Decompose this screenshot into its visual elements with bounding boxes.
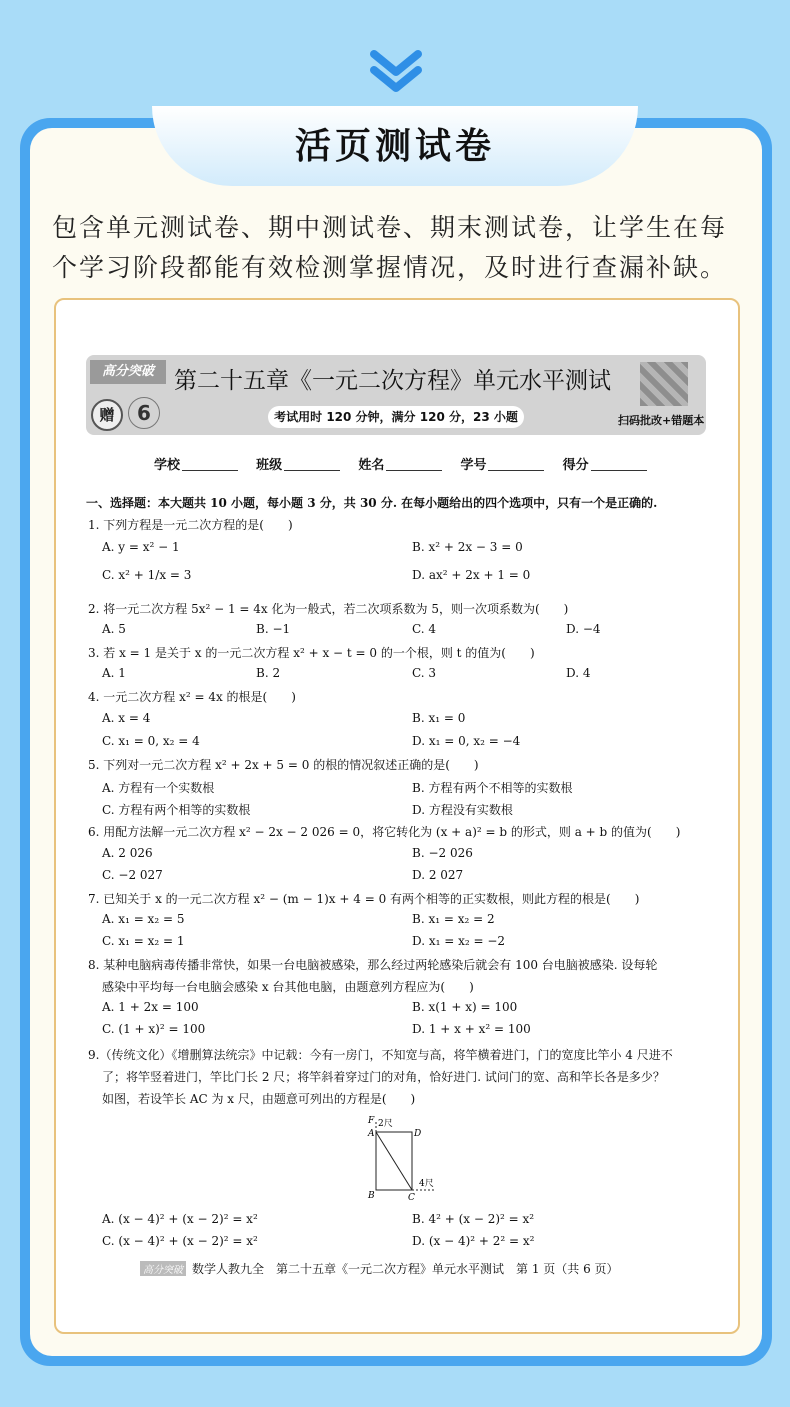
gift-badge: 赠 bbox=[91, 399, 123, 431]
question-line: 3. 若 x = 1 是关于 x 的一元二次方程 x² + x − t = 0 的一个根，则 t 的值为( ) bbox=[88, 646, 535, 660]
gift-number: 6 bbox=[128, 397, 160, 429]
double-chevron-down-icon bbox=[368, 48, 424, 96]
door-diagram bbox=[366, 1114, 446, 1206]
question-line: 感染中平均每一台电脑会感染 x 台其他电脑，由题意列方程应为( ) bbox=[102, 980, 474, 994]
option: A. 方程有一个实数根 bbox=[102, 781, 215, 795]
option: B. x² + 2x − 3 = 0 bbox=[412, 540, 523, 554]
option: C. (x − 4)² + (x − 2)² = x² bbox=[102, 1234, 258, 1248]
option: A. 1 bbox=[102, 666, 126, 680]
option: C. x₁ = x₂ = 1 bbox=[102, 934, 185, 948]
tab-title: 活页测试卷 bbox=[294, 126, 495, 167]
option: B. −2 026 bbox=[412, 846, 473, 860]
option: D. (x − 4)² + 2² = x² bbox=[412, 1234, 535, 1248]
option: D. x₁ = 0, x₂ = −4 bbox=[412, 734, 521, 748]
option: C. −2 027 bbox=[102, 868, 163, 882]
label-2chi: 2尺 bbox=[378, 1119, 393, 1129]
exam-subtitle: 考试用时 120 分钟，满分 120 分，23 小题 bbox=[268, 406, 524, 428]
field-name: 姓名 bbox=[358, 454, 442, 473]
label-d: D bbox=[414, 1129, 422, 1139]
option: C. x² + 1/x = 3 bbox=[102, 568, 192, 582]
brand-logo: 高分突破 bbox=[90, 360, 166, 384]
footer-text: 数学人教九全 第二十五章《一元二次方程》单元水平测试 第 1 页（共 6 页） bbox=[192, 1262, 619, 1276]
student-info-fields bbox=[154, 454, 661, 473]
page-footer bbox=[140, 1260, 619, 1277]
option: B. x(1 + x) = 100 bbox=[412, 1000, 518, 1014]
option: B. −1 bbox=[256, 622, 291, 636]
question-line: 如图，若设竿长 AC 为 x 尺，由题意可列出的方程是( ) bbox=[102, 1092, 416, 1106]
option: D. −4 bbox=[566, 622, 601, 636]
option: B. x₁ = 0 bbox=[412, 711, 466, 725]
option: C. (1 + x)² = 100 bbox=[102, 1022, 206, 1036]
section-heading: 一、选择题：本大题共 10 小题，每小题 3 分，共 30 分. 在每小题给出的四个选项中，只有一个是正确的. bbox=[86, 496, 658, 510]
option: A. 2 026 bbox=[102, 846, 153, 860]
question-line: 5. 下列对一元二次方程 x² + 2x + 5 = 0 的根的情况叙述正确的是( ) bbox=[88, 758, 479, 772]
question-line: 7. 已知关于 x 的一元二次方程 x² − (m − 1)x + 4 = 0 有两个相等的正实数根，则此方程的根是( ) bbox=[88, 892, 640, 906]
option: D. 方程没有实数根 bbox=[412, 803, 513, 817]
option: A. 1 + 2x = 100 bbox=[102, 1000, 199, 1014]
option: A. x₁ = x₂ = 5 bbox=[102, 912, 185, 926]
option: D. 1 + x + x² = 100 bbox=[412, 1022, 531, 1036]
scan-label: 扫码批改+错题本 bbox=[618, 414, 705, 427]
option: D. x₁ = x₂ = −2 bbox=[412, 934, 506, 948]
label-4chi: 4尺 bbox=[419, 1179, 434, 1189]
option: A. 5 bbox=[102, 622, 126, 636]
option: A. (x − 4)² + (x − 2)² = x² bbox=[102, 1212, 258, 1226]
label-b: B bbox=[368, 1191, 375, 1201]
question-line: 1. 下列方程是一元二次方程的是( ) bbox=[88, 518, 293, 532]
option: C. 方程有两个相等的实数根 bbox=[102, 803, 251, 817]
question-line: 9.（传统文化）《增删算法统宗》中记载：今有一房门，不知宽与高，将竿横着进门，门的宽度比竿小 4 尺进不 bbox=[88, 1048, 673, 1062]
label-c: C bbox=[408, 1193, 415, 1203]
option: C. x₁ = 0, x₂ = 4 bbox=[102, 734, 200, 748]
label-f: F bbox=[368, 1116, 375, 1126]
question-line: 4. 一元二次方程 x² = 4x 的根是( ) bbox=[88, 690, 296, 704]
question-line: 8. 某种电脑病毒传播非常快，如果一台电脑被感染，那么经过两轮感染后就会有 100 台电脑被感染. 设每轮 bbox=[88, 958, 658, 972]
option: A. x = 4 bbox=[102, 711, 151, 725]
footer-logo: 高分突破 bbox=[140, 1261, 186, 1276]
field-student-id: 学号 bbox=[460, 454, 544, 473]
label-a: A bbox=[368, 1129, 375, 1139]
option: B. 方程有两个不相等的实数根 bbox=[412, 781, 573, 795]
option: D. ax² + 2x + 1 = 0 bbox=[412, 568, 531, 582]
qr-code-icon bbox=[640, 362, 688, 406]
option: B. 2 bbox=[256, 666, 281, 680]
question-line: 了；将竿竖着进门，竿比门长 2 尺；将竿斜着穿过门的对角，恰好进门. 试问门的宽、高和竿长各是多少？ bbox=[102, 1070, 665, 1084]
option: D. 2 027 bbox=[412, 868, 464, 882]
option: C. 3 bbox=[412, 666, 437, 680]
option: B. x₁ = x₂ = 2 bbox=[412, 912, 495, 926]
option: A. y = x² − 1 bbox=[102, 540, 180, 554]
option: D. 4 bbox=[566, 666, 591, 680]
description: 包含单元测试卷、期中测试卷、期末测试卷，让学生在每个学习阶段都能有效检测掌握情况，及时进行查漏补缺。 bbox=[52, 213, 728, 282]
exam-title: 第二十五章《一元二次方程》单元水平测试 bbox=[174, 368, 611, 394]
option: B. 4² + (x − 2)² = x² bbox=[412, 1212, 535, 1226]
option: C. 4 bbox=[412, 622, 437, 636]
question-line: 6. 用配方法解一元二次方程 x² − 2x − 2 026 = 0，将它转化为 (x + a)² = b 的形式，则 a + b 的值为( ) bbox=[88, 825, 681, 839]
question-line: 2. 将一元二次方程 5x² − 1 = 4x 化为一般式，若二次项系数为 5，则一次项系数为( ) bbox=[88, 602, 569, 616]
field-score: 得分 bbox=[563, 454, 647, 473]
field-school: 学校 bbox=[154, 454, 238, 473]
field-class: 班级 bbox=[256, 454, 340, 473]
